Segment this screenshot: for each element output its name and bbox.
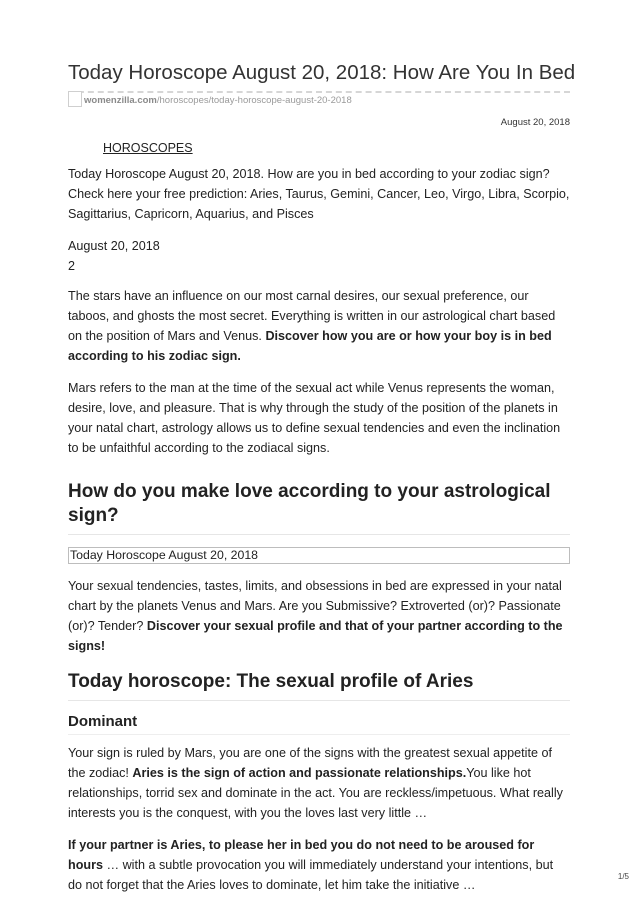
category-link[interactable]: HOROSCOPES [103,141,193,155]
source-domain: womenzilla.com [84,95,157,106]
paragraph-ruled-by-mars [68,743,570,823]
heading-make-love: How do you make love according to your astrological sign? [68,480,570,535]
article-body [68,164,570,907]
paragraph-tendencies-text: Your sexual tendencies, tastes, limits, and obsessions in bed are expressed in your natal chart by the planets Venus and Mars. Are you Submissive? Extroverted (or)? Passionate (or)? Tender? [68,579,562,633]
source-path: /horoscopes/today-horoscope-august-20-2018 [156,95,352,106]
meta-count: 2 [68,259,76,273]
capture-date: August 20, 2018 [500,117,570,128]
paragraph-mars: Mars refers to the man at the time of the sexual act while Venus represents the woman, desire, love, and pleasure. That is why through the study of the position of the planets in your natal chart, astrology allows us to define sexual tendencies and even the inclination to be unfaithful according to the zodiacal signs. [68,381,561,455]
paragraph-tendencies [68,576,570,656]
paragraph-partner-text: … with a subtle provocation you will immediately understand your intentions, but do not forget that the Aries loves to dominate, let him take the initiative … [68,858,554,892]
article-meta [68,236,570,276]
paragraph-ruled-bold: Aries is the sign of action and passionate relationships. [132,766,467,780]
paragraph-influence-text: The stars have an influence on our most carnal desires, our sexual preference, our taboos, and ghosts the most secret. Everything is written in our astrological chart based on the position of Mars and Venus. [68,289,556,343]
heading-dominant: Dominant [68,711,570,735]
paragraph-partner-bold: If your partner is Aries, to please her in bed you do not need to be aroused for hours [68,838,535,872]
paragraph-partner-aries [68,835,570,895]
site-favicon-icon [68,91,82,107]
paragraph-influence [68,286,570,366]
document-title: Today Horoscope August 20, 2018: How Are You In Bed [68,61,576,84]
paragraph-ruled-text-b: You like hot relationships, torrid sex and dominate in the act. You are reckless/impetuous. What really interests you is the conquest, with you the loves last very little … [68,766,563,820]
paragraph-tendencies-bold: Discover your sexual profile and that of your partner according to the signs! [68,619,563,653]
source-url[interactable] [84,95,352,106]
page-number: 1/5 [617,872,629,881]
paragraph-ruled-text-a: Your sign is ruled by Mars, you are one of the signs with the greatest sexual appetite of the zodiac! [68,746,552,780]
meta-date: August 20, 2018 [68,239,160,253]
heading-aries-profile: Today horoscope: The sexual profile of Aries [68,670,570,701]
paragraph-influence-bold: Discover how you are or how your boy is in bed according to his zodiac sign. [68,329,552,363]
image-caption-box: Today Horoscope August 20, 2018 [68,547,570,564]
intro-paragraph: Today Horoscope August 20, 2018. How are you in bed according to your zodiac sign? Check here your free prediction: Aries, Taurus, Gemini, Cancer, Leo, Virgo, Libra, Scorpio, Sagittarius, Capricorn, Aquarius, and Pisces [68,167,570,221]
